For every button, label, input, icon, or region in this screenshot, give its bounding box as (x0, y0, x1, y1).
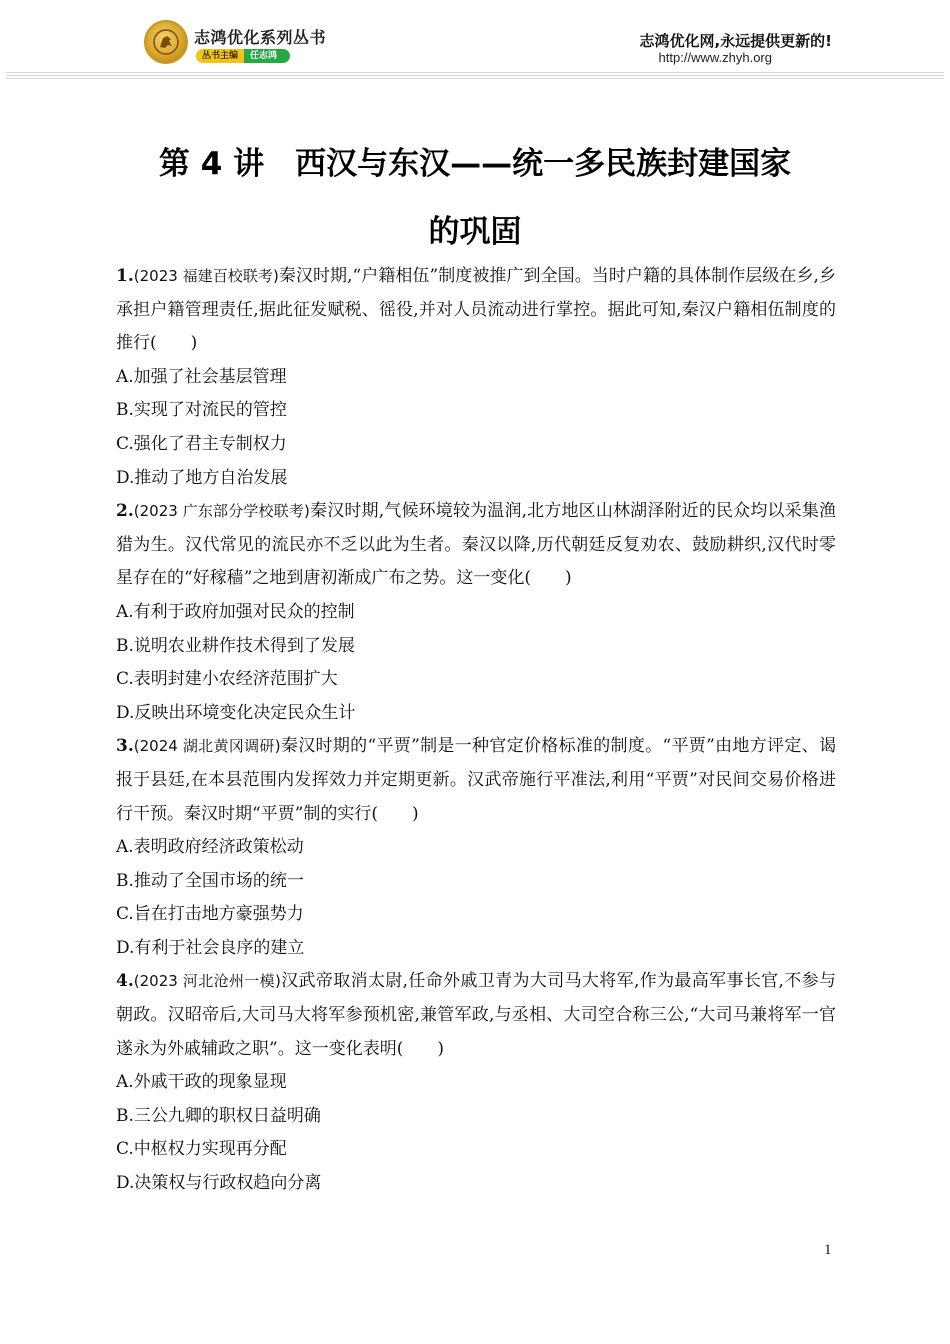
question-number: 1. (116, 266, 134, 286)
question-stem (116, 965, 836, 1066)
question-text: 汉武帝取消太尉,任命外戚卫青为大司马大将军,作为最高军事长官,不参与朝政。汉昭帝后,大司马大将军参预机密,兼管军政,与丞相、大司空合称三公,“大司马兼将军一官遂永为外戚辅政之职”。这一变化表明( ) (116, 971, 836, 1059)
option-b: B.三公九卿的职权日益明确 (116, 1105, 321, 1126)
question-text: 秦汉时期,气候环境较为温润,北方地区山林湖泽附近的民众均以采集渔猎为生。汉代常见的流民亦不乏以此为生者。秦汉以降,历代朝廷反复劝农、鼓励耕织,汉代时零星存在的“好稼穑”之地到唐初渐成广布之势。这一变化( ) (116, 501, 836, 589)
option-a: A.有利于政府加强对民众的控制 (116, 601, 355, 622)
option-d: D.有利于社会良序的建立 (116, 937, 305, 958)
option-c: C.旨在打击地方豪强势力 (116, 904, 304, 925)
option-b: B.实现了对流民的管控 (116, 400, 287, 421)
site-slogan: 志鸿优化网,永远提供更新的! (639, 32, 832, 50)
question-source: (2023 福建百校联考) (133, 267, 279, 285)
question-text: 秦汉时期的“平贾”制是一种官定价格标准的制度。“平贾”由地方评定、谒报于县廷,在本县范围内发挥效力并定期更新。汉武帝施行平准法,利用“平贾”对民间交易价格进行干预。秦汉时期“平贾”制的实行( ) (116, 736, 836, 824)
question-1 (116, 260, 836, 495)
question-3 (116, 730, 836, 965)
option-c: C.中枢权力实现再分配 (116, 1139, 287, 1160)
lesson-title-line-2: 的巩固 (428, 214, 522, 250)
option-d: D.反映出环境变化决定民众生计 (116, 702, 356, 723)
question-4 (116, 965, 836, 1200)
question-stem (116, 260, 836, 361)
option-d: D.决策权与行政权趋向分离 (116, 1173, 322, 1194)
page-header (0, 0, 950, 82)
option-b: B.说明农业耕作技术得到了发展 (116, 635, 355, 656)
question-number: 3. (116, 736, 134, 757)
option-a: A.外戚干政的现象显现 (116, 1072, 287, 1093)
option-b: B.推动了全国市场的统一 (116, 870, 304, 891)
question-number: 4. (116, 971, 134, 992)
editor-badge (196, 49, 290, 63)
question-text: 秦汉时期,“户籍相伍”制度被推广到全国。当时户籍的具体制作层级在乡,乡承担户籍管理责任,据此征发赋税、徭役,并对人员流动进行掌控。据此可知,秦汉户籍相伍制度的推行( ) (116, 266, 836, 354)
site-url: http://www.zhyh.org (658, 50, 772, 65)
option-c: C.强化了君主专制权力 (116, 433, 287, 454)
question-2 (116, 495, 836, 730)
lesson-title-line-1: 第 4 讲 西汉与东汉——统一多民族封建国家 (158, 146, 792, 182)
question-source: (2023 河北沧州一模) (133, 972, 281, 991)
page-number: 1 (824, 1242, 832, 1258)
question-stem (116, 495, 836, 596)
question-source: (2023 广东部分学校联考) (133, 502, 310, 521)
question-list (116, 260, 836, 1201)
option-a: A.加强了社会基层管理 (116, 366, 287, 387)
horse-emblem-icon (152, 28, 180, 56)
option-a: A.表明政府经济政策松动 (116, 837, 304, 858)
header-divider (6, 72, 944, 80)
series-title: 志鸿优化系列丛书 (194, 28, 327, 47)
question-source: (2024 湖北黄冈调研) (133, 737, 281, 756)
editor-label: 丛书主编 (196, 49, 244, 63)
option-d: D.推动了地方自治发展 (116, 467, 288, 488)
question-number: 2. (116, 501, 134, 522)
editor-name: 任志鸿 (244, 49, 290, 63)
publisher-logo (144, 20, 188, 64)
option-c: C.表明封建小农经济范围扩大 (116, 669, 338, 690)
question-stem (116, 730, 836, 831)
